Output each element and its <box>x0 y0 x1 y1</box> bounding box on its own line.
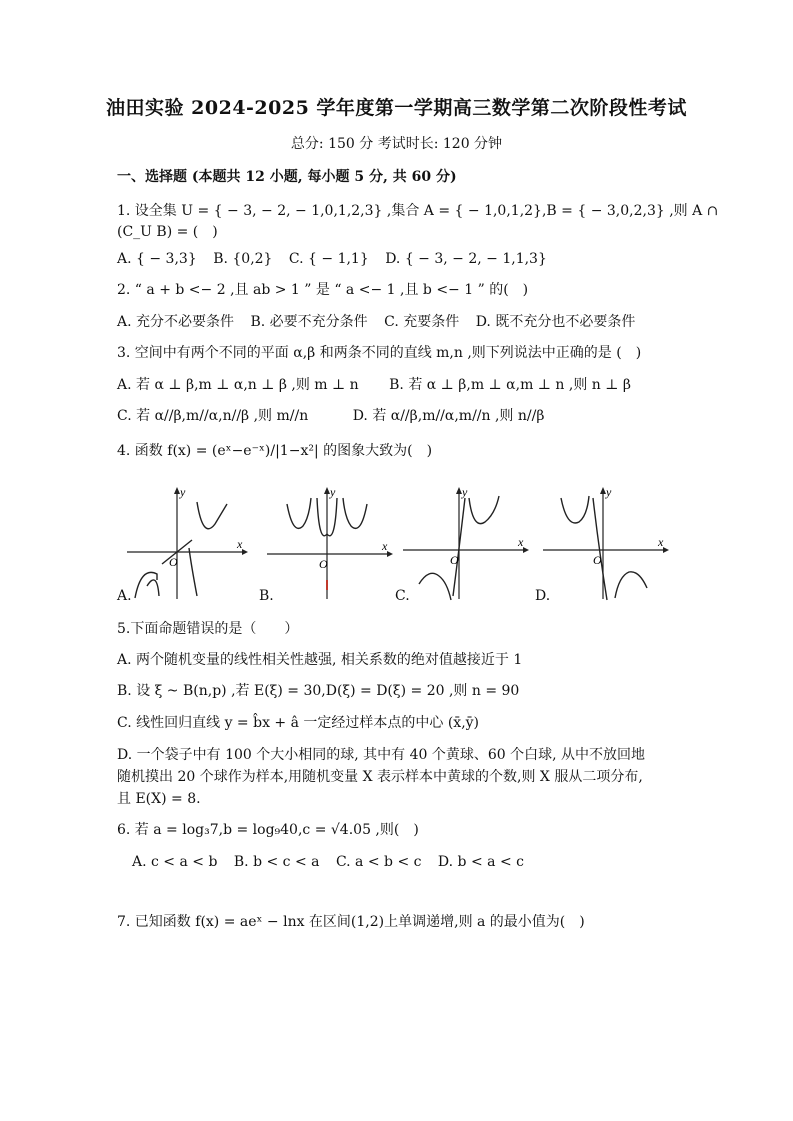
q5-option-d-line1: D. 一个袋子中有 100 个大小相同的球, 其中有 40 个黄球、60 个白球, 从中不放回地 <box>117 747 646 763</box>
q4-graph-b-plot <box>259 484 399 604</box>
q2-option-a: A. 充分不必要条件 <box>117 314 235 330</box>
q4-graph-a-origin: O <box>169 555 178 569</box>
q6-option-b: B. b < c < a <box>233 854 320 870</box>
q4-graph-c <box>395 484 535 604</box>
q3-stem: 3. 空间中有两个不同的平面 α,β 和两条不同的直线 m,n ,则下列说法中正确的是 ( ) <box>117 345 642 361</box>
q2-option-c: C. 充要条件 <box>384 314 460 330</box>
q4-graph-d-x-label: x <box>658 535 664 549</box>
q3-options-ab <box>117 375 687 395</box>
q4-graph-d-plot <box>535 484 675 604</box>
q4-graph-b-label: B. <box>259 588 274 604</box>
q4-graph-a-x-label: x <box>237 537 243 551</box>
q4-graph-d-label: D. <box>535 588 551 604</box>
q7-stem: 7. 已知函数 f(x) = aeˣ − lnx 在区间(1,2)上单调递增,则 a 的最小值为( ) <box>117 914 585 930</box>
q2-option-d: D. 既不充分也不必要条件 <box>475 314 636 330</box>
q1-option-c: C. { − 1,1} <box>288 251 369 267</box>
q5-option-a: A. 两个随机变量的线性相关性越强, 相关系数的绝对值越接近于 1 <box>117 652 523 668</box>
q2-option-b: B. 必要不充分条件 <box>250 314 368 330</box>
q6-options <box>132 852 702 872</box>
q4-graph-options <box>117 484 677 604</box>
q4-graph-c-origin: O <box>450 553 459 567</box>
q4-graph-a-plot <box>117 484 257 604</box>
q5-option-d-line3: 且 E(X) = 8. <box>117 791 201 807</box>
q3-option-c: C. 若 α//β,m//α,n//β ,则 m//n <box>117 408 309 424</box>
q5-stem: 5.下面命题错误的是（ ） <box>117 621 299 637</box>
q6-option-d: D. b < a < c <box>437 854 524 870</box>
exam-title: 油田实验 2024-2025 学年度第一学期高三数学第二次阶段性考试 <box>106 97 687 119</box>
q3-option-b: B. 若 α ⊥ β,m ⊥ α,m ⊥ n ,则 n ⊥ β <box>389 377 631 393</box>
q5-option-d-line2: 随机摸出 20 个球作为样本,用随机变量 X 表示样本中黄球的个数,则 X 服从二项分布, <box>117 769 643 785</box>
q1-stem-line1: 1. 设全集 U = { − 3, − 2, − 1,0,1,2,3} ,集合 A = { − 1,0,1,2},B = { − 3,0,2,3} ,则 A ∩ <box>117 203 719 219</box>
q4-graph-b-origin: O <box>319 557 328 571</box>
q1-option-b: B. {0,2} <box>213 251 273 267</box>
q6-stem: 6. 若 a = log₃7,b = log₉40,c = √4.05 ,则( ) <box>117 822 419 838</box>
q4-graph-d <box>535 484 675 604</box>
q4-graph-a <box>117 484 257 604</box>
q3-option-a: A. 若 α ⊥ β,m ⊥ α,n ⊥ β ,则 m ⊥ n <box>117 377 359 393</box>
q5-option-b: B. 设 ξ ~ B(n,p) ,若 E(ξ) = 30,D(ξ) = D(ξ) = 20 ,则 n = 90 <box>117 683 520 699</box>
q1-option-a: A. { − 3,3} <box>117 251 197 267</box>
q4-graph-a-label: A. <box>117 588 132 604</box>
section-heading: 一、选择题 (本题共 12 小题, 每小题 5 分, 共 60 分) <box>117 169 457 185</box>
q4-graph-c-x-label: x <box>518 535 524 549</box>
q4-graph-b-y-label: y <box>330 485 336 499</box>
q2-stem: 2. “ a + b <− 2 ,且 ab > 1 ” 是 “ a <− 1 ,且 b <− 1 ” 的( ) <box>117 282 529 298</box>
q6-option-c: C. a < b < c <box>335 854 422 870</box>
q4-stem: 4. 函数 f(x) = (eˣ−e⁻ˣ)/|1−x²| 的图象大致为( ) <box>117 443 433 459</box>
q4-graph-c-label: C. <box>395 588 410 604</box>
q6-option-a: A. c < a < b <box>132 854 218 870</box>
q4-graph-a-y-label: y <box>180 485 186 499</box>
q4-graph-c-plot <box>395 484 535 604</box>
q3-options-cd <box>117 406 687 426</box>
q5-option-c: C. 线性回归直线 y = b̂x + â 一定经过样本点的中心 (x̄,ȳ) <box>117 715 480 731</box>
q4-graph-c-y-label: y <box>462 485 468 499</box>
q3-option-d: D. 若 α//β,m//α,m//n ,则 n//β <box>352 408 545 424</box>
q2-options <box>117 312 687 332</box>
exam-subtitle: 总分: 150 分 考试时长: 120 分钟 <box>290 136 503 152</box>
q1-stem-line2: (C_U B) = ( ) <box>117 224 218 240</box>
q4-graph-b <box>259 484 399 604</box>
q1-option-d: D. { − 3, − 2, − 1,1,3} <box>385 251 547 267</box>
q4-graph-d-origin: O <box>593 553 602 567</box>
q4-graph-b-x-label: x <box>382 539 388 553</box>
q1-options <box>117 249 687 269</box>
q4-graph-d-y-label: y <box>606 485 612 499</box>
